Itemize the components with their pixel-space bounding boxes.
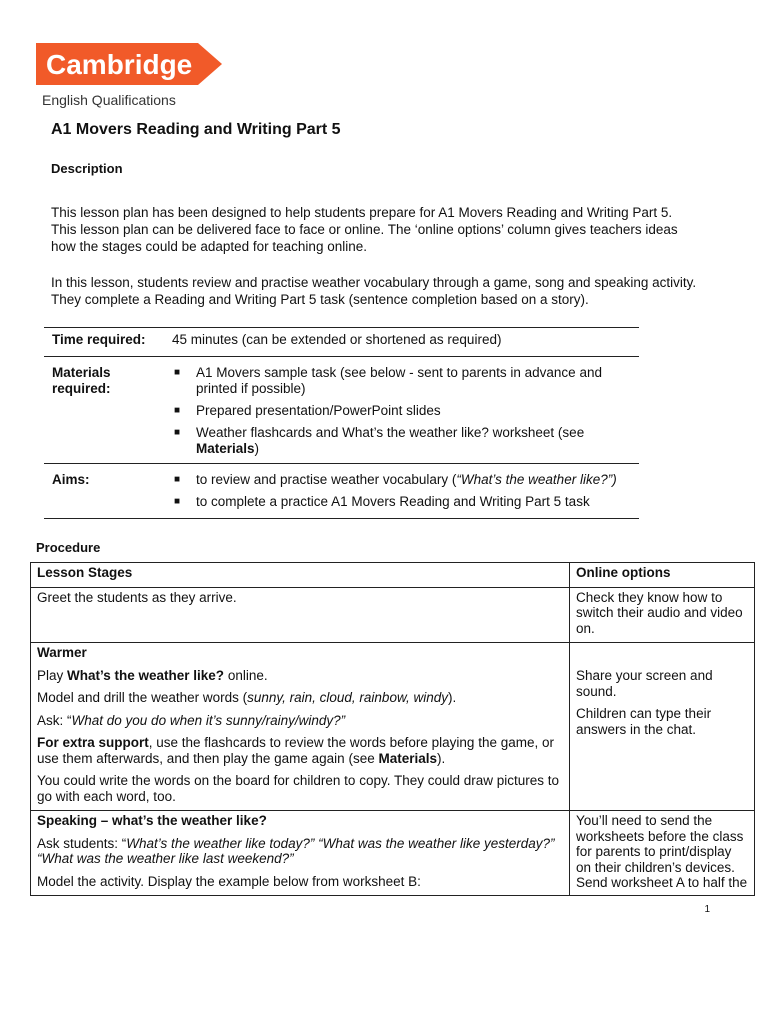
bullet-icon: ■ (174, 474, 181, 485)
speaking-heading: Speaking – what’s the weather like? (37, 813, 267, 828)
bullet-icon: ■ (174, 405, 181, 416)
column-header-stages: Lesson Stages (37, 565, 133, 580)
logo-subtitle: English Qualifications (42, 92, 176, 108)
cambridge-logo (36, 43, 222, 90)
table-row (31, 643, 755, 811)
bullet-icon: ■ (174, 367, 181, 378)
list-item: ■ A1 Movers sample task (see below - sent to parents in advance and printed if possible) (174, 365, 602, 396)
table-row (31, 811, 755, 896)
speaking-ask: Ask students: “What’s the weather like today?” “What was the weather like yesterday?” “What was the weather like last weekend?” (37, 835, 555, 866)
warmer-play: Play What’s the weather like? online. (37, 667, 268, 683)
materials-list (172, 365, 639, 457)
description-heading: Description (51, 161, 123, 176)
procedure-table (30, 562, 755, 896)
aims-list (172, 472, 639, 510)
aims-label: Aims: (44, 464, 172, 519)
column-header-online: Online options (576, 565, 671, 580)
table-header-row (31, 563, 755, 588)
speaking-online: You’ll need to send the worksheets before the class for parents to print/display on their children’s devices. Send worksheet A to half the (576, 813, 748, 890)
warmer-write: You could write the words on the board for children to copy. They could draw pictures to go with each word, too. (37, 773, 560, 804)
list-item: ■ to review and practise weather vocabulary (“What’s the weather like?”) (174, 472, 617, 487)
materials-row (44, 357, 639, 464)
warmer-online-1: Share your screen and sound. (576, 668, 713, 699)
description-paragraph-2: In this lesson, students review and practise weather vocabulary through a game, song and speaking activity. They complete a Reading and Writing Part 5 task (sentence completion based on a story). (51, 275, 697, 307)
description-paragraph-1: This lesson plan has been designed to help students prepare for A1 Movers Reading and Writing Part 5. This lesson plan can be delivered face to face or online. The ‘online options’ column gives teachers ideas how the stages could be adapted for teaching online. (51, 205, 678, 254)
time-value: 45 minutes (can be extended or shortened as required) (172, 328, 639, 357)
logo-wordmark: Cambridge (46, 49, 193, 80)
speaking-model: Model the activity. Display the example below from worksheet B: (37, 873, 421, 889)
table-row (31, 587, 755, 643)
greet-text: Greet the students as they arrive. (37, 589, 237, 605)
list-item: ■ to complete a practice A1 Movers Reading and Writing Part 5 task (174, 494, 590, 509)
warmer-model: Model and drill the weather words (sunny, rain, cloud, rainbow, windy). (37, 690, 457, 705)
warmer-extra-support: For extra support, use the flashcards to review the words before playing the game, or use them afterwards, and then play the game again (see Materials). (37, 735, 554, 766)
warmer-online-2: Children can type their answers in the chat. (576, 706, 712, 737)
time-row (44, 328, 639, 357)
aims-row (44, 464, 639, 519)
list-item: ■ Prepared presentation/PowerPoint slides (174, 403, 441, 418)
bullet-icon: ■ (174, 427, 181, 438)
procedure-heading: Procedure (36, 540, 101, 555)
greet-online-text: Check they know how to switch their audio and video on. (576, 589, 743, 636)
page-number: 1 (704, 904, 710, 915)
warmer-ask: Ask: “What do you do when it’s sunny/rainy/windy?” (37, 712, 346, 728)
bullet-icon: ■ (174, 496, 181, 507)
time-label: Time required: (44, 328, 172, 357)
materials-label: Materials required: (44, 357, 172, 464)
warmer-heading: Warmer (37, 645, 87, 660)
list-item: ■ Weather flashcards and What’s the weather like? worksheet (see Materials) (174, 425, 585, 456)
lesson-meta-table (44, 327, 639, 519)
page-title: A1 Movers Reading and Writing Part 5 (51, 121, 341, 138)
